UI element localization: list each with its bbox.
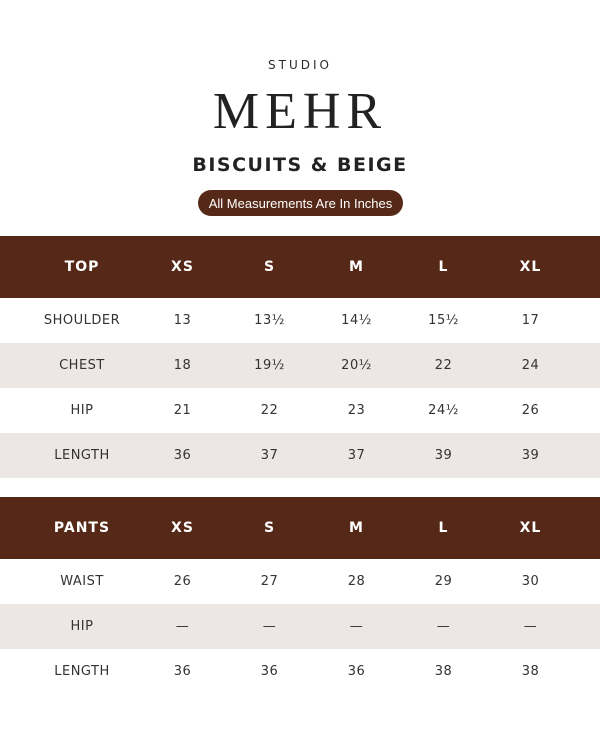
table-row	[0, 388, 600, 433]
table-cell: 22	[260, 403, 279, 418]
studio-label: STUDIO	[268, 58, 332, 72]
table-cell: 29	[434, 574, 453, 589]
table-cell: —	[436, 619, 451, 634]
table-cell: —	[349, 619, 364, 634]
table-cell: 36	[173, 664, 192, 679]
table-cell: —	[175, 619, 190, 634]
table-cell: 18	[173, 358, 192, 373]
brand-logo: MEHR	[212, 83, 388, 140]
table-cell: 26	[521, 403, 540, 418]
table-row	[0, 604, 600, 649]
row-label: HIP	[70, 403, 94, 418]
table-row	[0, 433, 600, 478]
table-cell: 19½	[254, 358, 285, 373]
table-cell: 37	[347, 448, 366, 463]
header-size-s: S	[263, 520, 276, 536]
table-row	[0, 559, 600, 604]
header-size-xl: XL	[519, 520, 542, 536]
row-label: LENGTH	[54, 448, 110, 463]
table-cell: —	[262, 619, 277, 634]
header-size-xl: XL	[519, 259, 542, 275]
header-size-l: L	[438, 259, 449, 275]
pants-size-table	[0, 497, 600, 694]
table-cell: 15½	[428, 313, 459, 328]
table-cell: 17	[521, 313, 540, 328]
row-label: CHEST	[59, 358, 105, 373]
table-cell: 37	[260, 448, 279, 463]
header-size-l: L	[438, 520, 449, 536]
header-size-xs: XS	[171, 520, 194, 536]
table-row	[0, 343, 600, 388]
table-cell: 36	[347, 664, 366, 679]
table-cell: 38	[521, 664, 540, 679]
table-cell: 36	[260, 664, 279, 679]
header-size-m: M	[349, 520, 364, 536]
table-cell: 39	[434, 448, 453, 463]
table-cell: 20½	[341, 358, 372, 373]
table-cell: 14½	[341, 313, 372, 328]
table-cell: 38	[434, 664, 453, 679]
collection-title: BISCUITS & BEIGE	[192, 154, 408, 176]
pants-header-row	[0, 497, 600, 559]
table-cell: —	[523, 619, 538, 634]
table-cell: 28	[347, 574, 366, 589]
table-cell: 24	[521, 358, 540, 373]
table-cell: 27	[260, 574, 279, 589]
table-cell: 21	[173, 403, 192, 418]
header-size-s: S	[263, 259, 276, 275]
table-cell: 39	[521, 448, 540, 463]
measurement-note-badge: All Measurements Are In Inches	[198, 190, 403, 216]
table-cell: 36	[173, 448, 192, 463]
table-cell: 24½	[428, 403, 459, 418]
table-cell: 30	[521, 574, 540, 589]
header-size-xs: XS	[171, 259, 194, 275]
row-label: HIP	[70, 619, 94, 634]
table-cell: 26	[173, 574, 192, 589]
table-row	[0, 298, 600, 343]
table-cell: 23	[347, 403, 366, 418]
table-row	[0, 649, 600, 694]
row-label: WAIST	[60, 574, 104, 589]
row-label: SHOULDER	[43, 313, 121, 328]
table-cell: 22	[434, 358, 453, 373]
top-header-label: TOP	[64, 259, 100, 275]
pants-header-label: PANTS	[53, 520, 111, 536]
header-size-m: M	[349, 259, 364, 275]
top-size-table	[0, 236, 600, 478]
table-cell: 13½	[254, 313, 285, 328]
top-header-row	[0, 236, 600, 298]
row-label: LENGTH	[54, 664, 110, 679]
table-cell: 13	[173, 313, 192, 328]
